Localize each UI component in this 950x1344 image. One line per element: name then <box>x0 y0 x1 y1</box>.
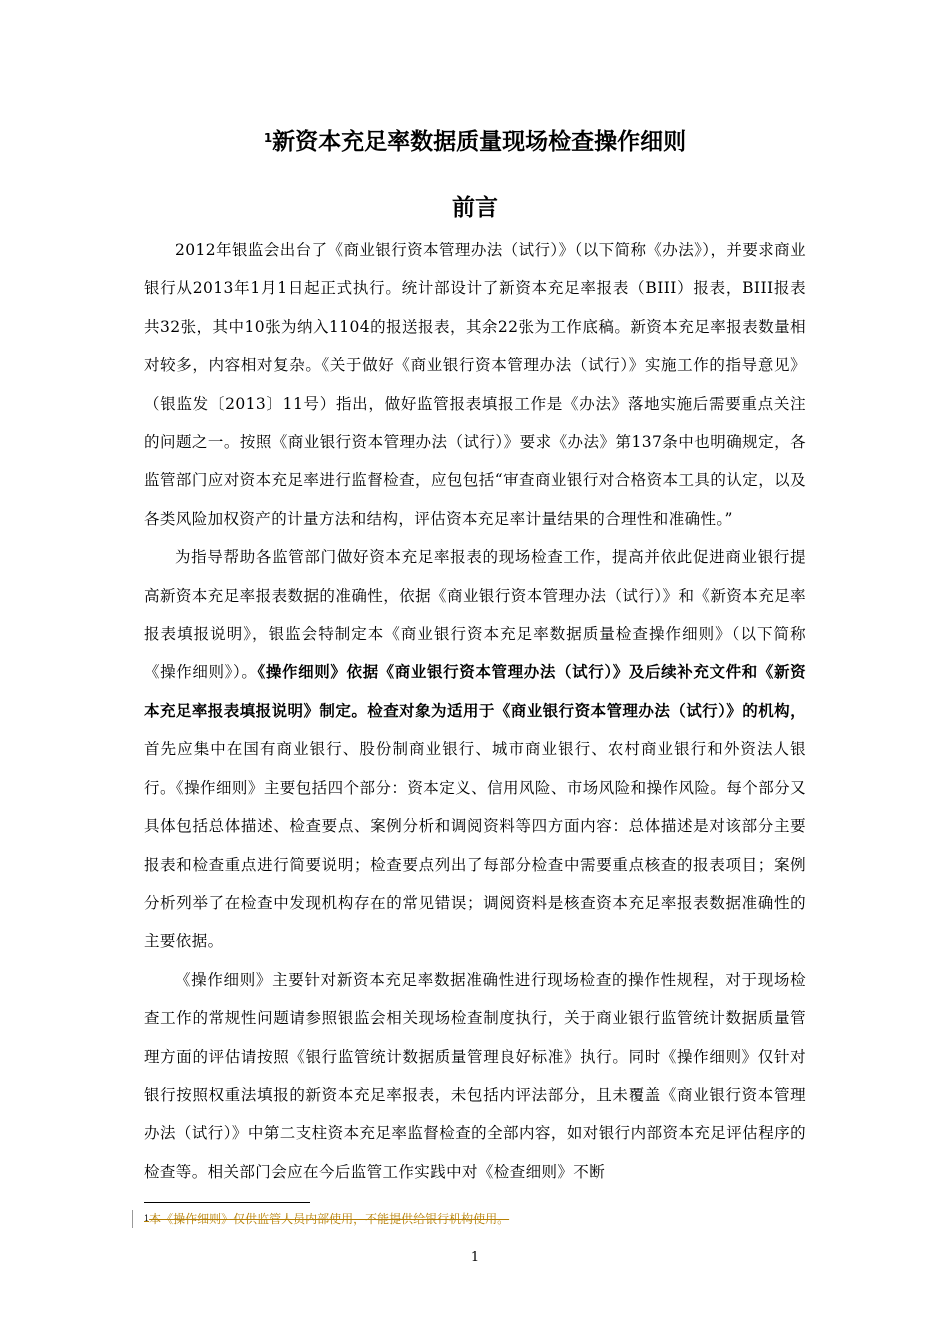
paragraph-1-text: 2012年银监会出台了《商业银行资本管理办法（试行）》（以下简称《办法》），并要求商业银行从2013年1月1日起正式执行。统计部设计了新资本充足率报表（BIII）报表，BIII报表共32张，其中10张为纳入1104的报送报表，其余22张为工作底稿。新资本充足率报表数量相对较多，内容相对复杂。《关于做好《商业银行资本管理办法（试行）》实施工作的指导意见》（银监发〔2013〕11号）指出，做好监管报表填报工作是《办法》落地实施后需要重点关注的问题之一。按照《商业银行资本管理办法（试行）》要求《办法》第137条中也明确规定，各监管部门应对资本充足率进行监督检查，应包包括“审查商业银行对合格资本工具的认定，以及各类风险加权资产的计量方法和结构，评估资本充足率计量结果的合理性和准确性。” <box>144 241 806 528</box>
footnote <box>144 1210 509 1228</box>
paragraph-2-text-b: 首先应集中在国有商业银行、股份制商业银行、城市商业银行、农村商业银行和外资法人银行。《操作细则》主要包括四个部分：资本定义、信用风险、市场风险和操作风险。每个部分又具体包括总体描述、检查要点、案例分析和调阅资料等四方面内容：总体描述是对该部分主要报表和检查重点进行简要说明；检查要点列出了每部分检查中需要重点核查的报表项目；案例分析列举了在检查中发现机构存在的常见错误；调阅资料是核查资本充足率报表数据准确性的主要依据。 <box>144 740 806 951</box>
footnote-marker: 1 <box>144 1214 150 1223</box>
page-number: 1 <box>470 1250 480 1265</box>
footnote-separator <box>144 1202 310 1203</box>
paragraph-2-text-a: 为指导帮助各监管部门做好资本充足率报表的现场检查工作，提高并依此促进商业银行提高新资本充足率报表数据的准确性，依据《商业银行资本管理办法（试行）》和《新资本充足率报表填报说明》，银监会特制定本《商业银行资本充足率数据质量检查操作细则》（以下简称《操作细则》）。 <box>144 548 806 682</box>
title-footnote-marker: 1 <box>263 131 273 145</box>
paragraph-3 <box>144 961 806 1191</box>
paragraph-1 <box>144 231 806 538</box>
revision-bar <box>132 1210 133 1228</box>
paragraph-3-text: 《操作细则》主要针对新资本充足率数据准确性进行现场检查的操作性规程，对于现场检查工作的常规性问题请参照银监会相关现场检查制度执行，关于商业银行监管统计数据质量管理方面的评估请按照《银行监管统计数据质量管理良好标准》执行。同时《操作细则》仅针对银行按照权重法填报的新资本充足率报表，未包括内评法部分，且未覆盖《商业银行资本管理办法（试行）》中第二支柱资本充足率监督检查的全部内容，如对银行内部资本充足评估程序的检查等。相关部门会应在今后监管工作实践中对《检查细则》不断 <box>144 970 806 1181</box>
body-text <box>144 231 806 1191</box>
section-heading: 前言 <box>452 195 498 221</box>
footnote-text: 本《操作细则》仅供监管人员内部使用，不能提供给银行机构使用。 <box>149 1212 510 1226</box>
title-text: 新资本充足率数据质量现场检查操作细则 <box>272 129 687 155</box>
document-title <box>0 124 950 160</box>
paragraph-2-bold-text: 《操作细则》依据《商业银行资本管理办法（试行）》及后续补充文件和《新资本充足率报表填报说明》制定。检查对象为适用于《商业银行资本管理办法（试行）》的机构， <box>144 662 806 720</box>
paragraph-2 <box>144 538 806 960</box>
